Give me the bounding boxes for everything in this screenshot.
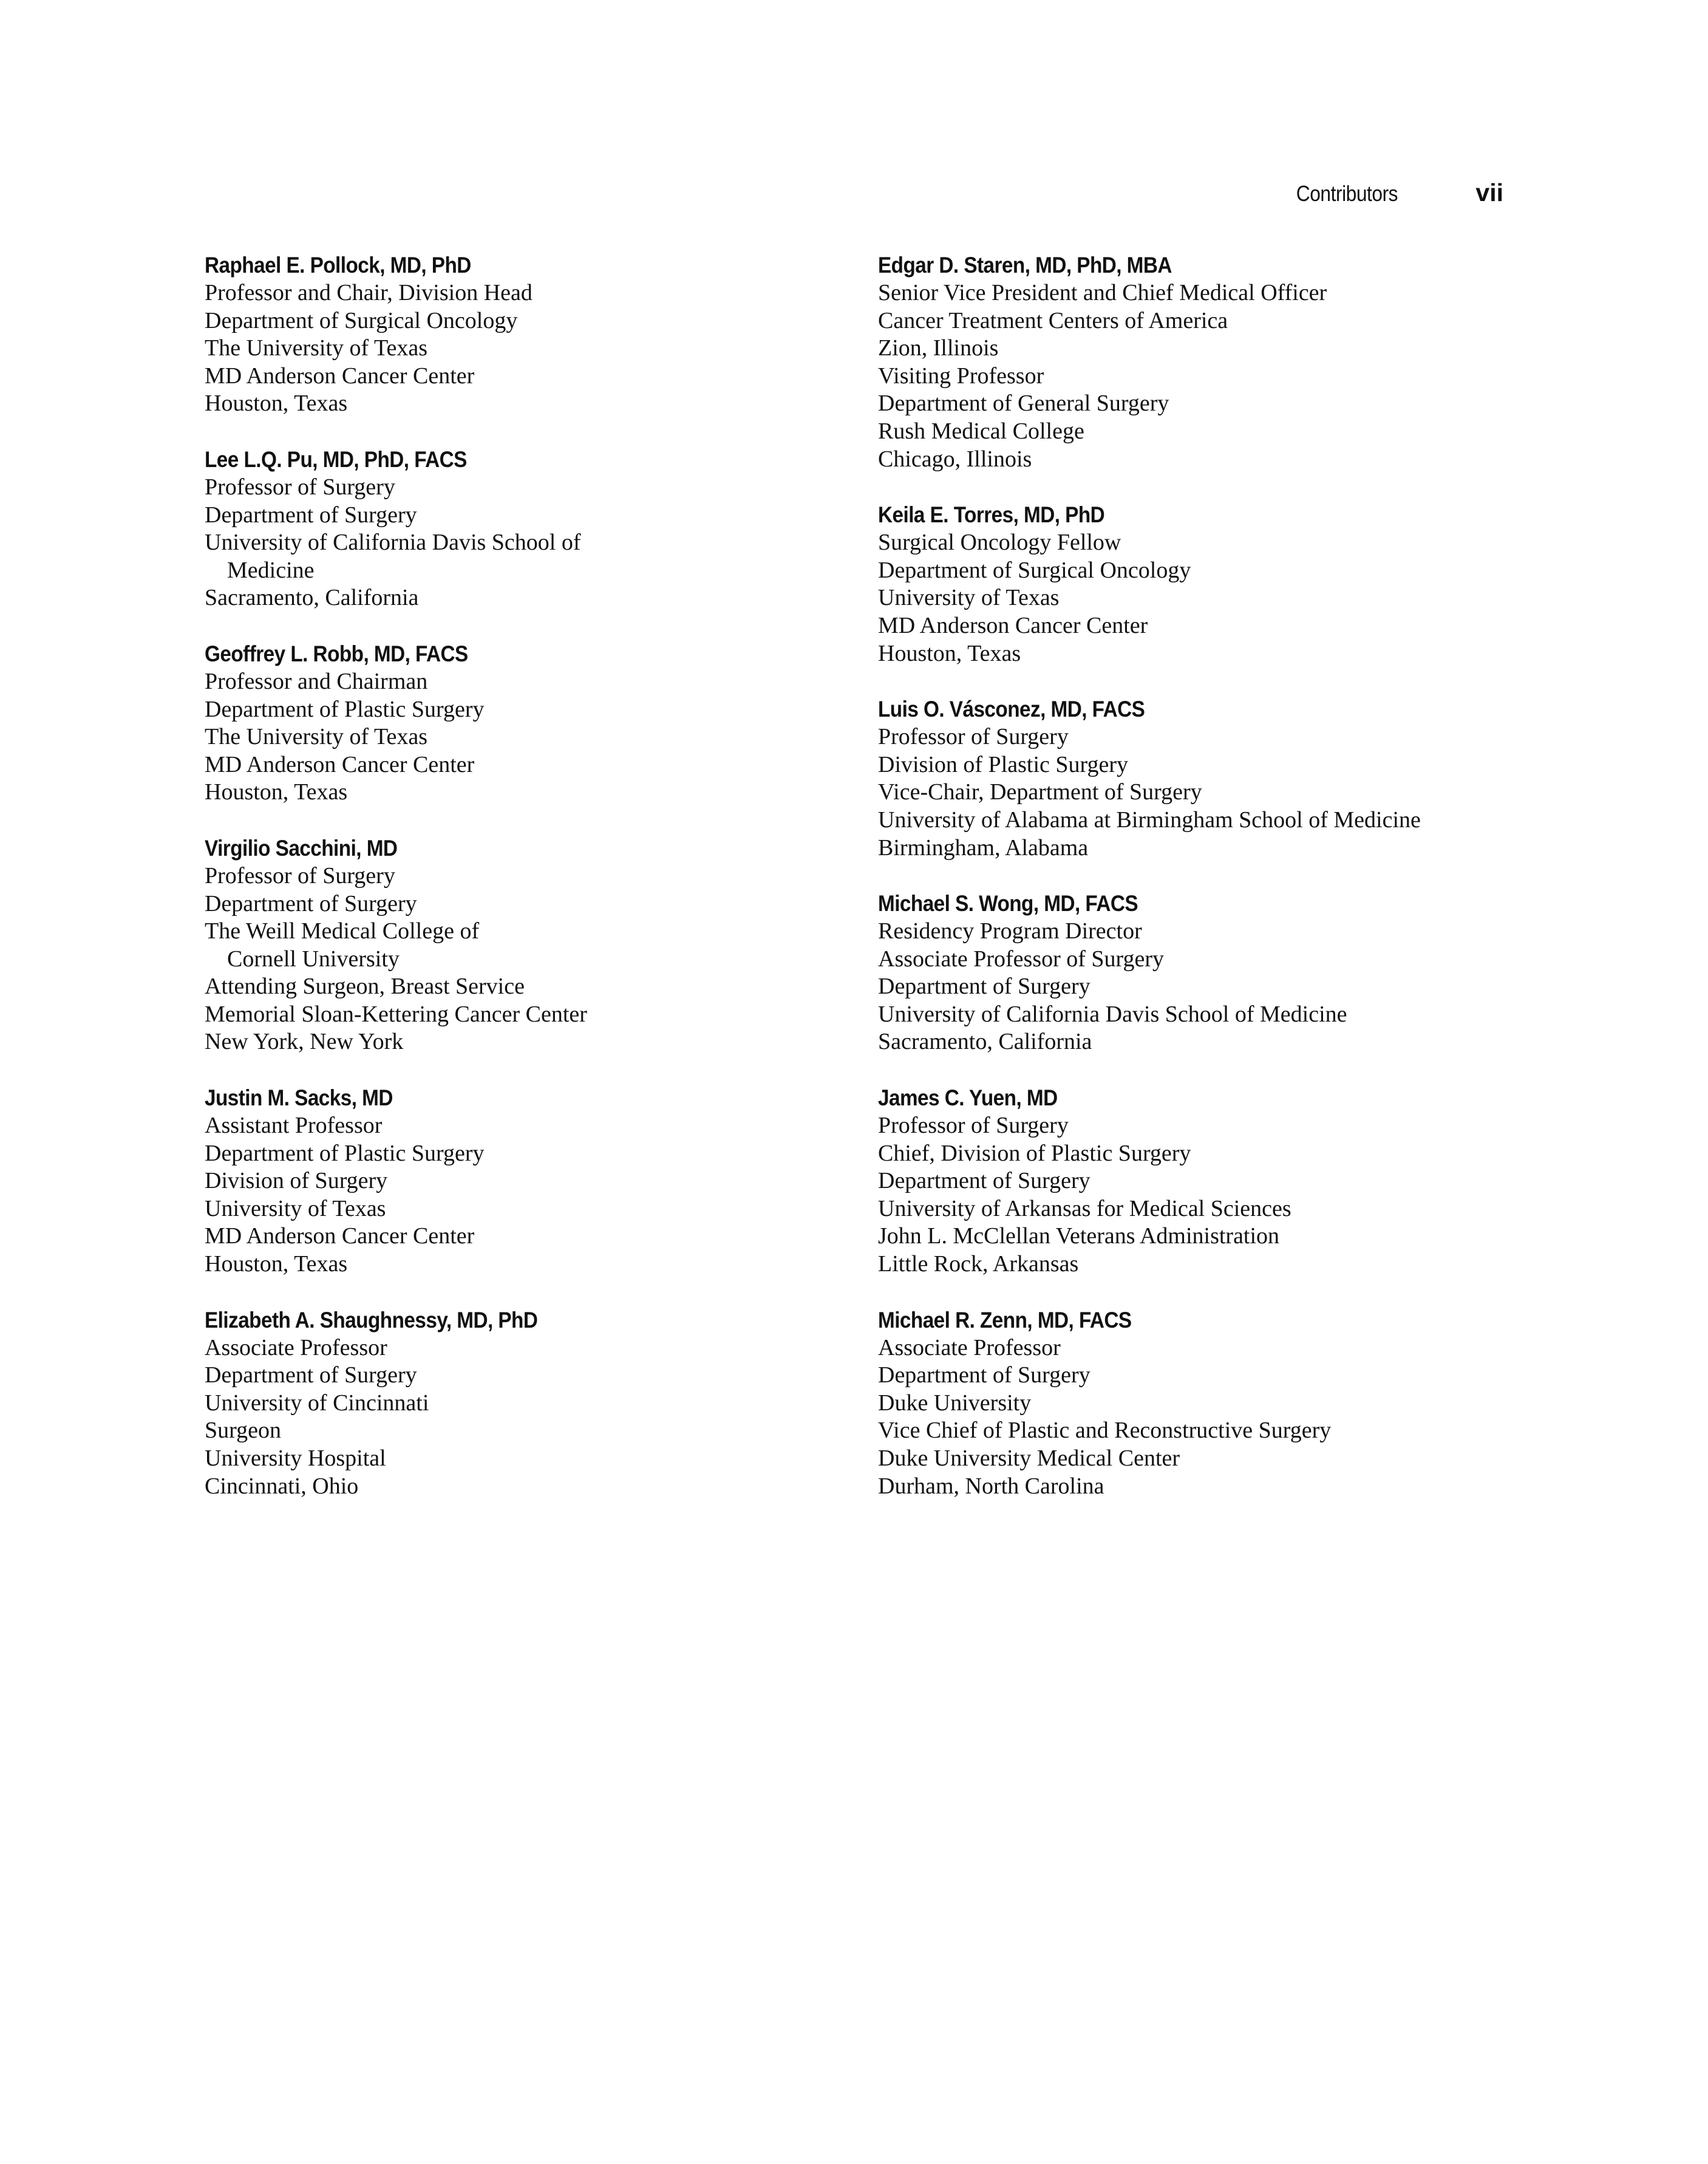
contributor-name: Edgar D. Staren, MD, PhD, MBA [878, 253, 1172, 278]
affiliation-line: Senior Vice President and Chief Medical Officer [878, 280, 1327, 305]
affiliation-line: Rush Medical College [878, 418, 1084, 444]
affiliation-line: Division of Plastic Surgery [878, 751, 1129, 777]
contributor-name: Elizabeth A. Shaughnessy, MD, PhD [205, 1307, 538, 1333]
affiliation-line: New York, New York [205, 1029, 404, 1055]
affiliation-line: University of Texas [878, 585, 1060, 611]
contributor-name: James C. Yuen, MD [878, 1085, 1058, 1111]
affiliation-line: University of Texas [205, 1195, 386, 1221]
contributor-name: Raphael E. Pollock, MD, PhD [205, 253, 471, 278]
contributor-entry [878, 1306, 1522, 1501]
contributor-entry [205, 640, 848, 807]
affiliation-line: Associate Professor [205, 1334, 387, 1360]
affiliation-line: Department of Surgical Oncology [878, 557, 1191, 583]
affiliation-line: Department of Surgery [878, 1362, 1090, 1388]
affiliation-line: Department of Surgery [878, 1168, 1090, 1194]
section-title: Contributors [1296, 181, 1398, 206]
affiliation-line: Duke University Medical Center [878, 1446, 1180, 1471]
affiliation-line: MD Anderson Cancer Center [205, 363, 475, 389]
contributor-name: Michael R. Zenn, MD, FACS [878, 1307, 1132, 1333]
affiliation-line: MD Anderson Cancer Center [205, 751, 475, 777]
contributor-name: Virgilio Sacchini, MD [205, 835, 398, 861]
contributor-entry [878, 1084, 1522, 1278]
contributor-entry [205, 1084, 848, 1278]
affiliation-line: University of Cincinnati [205, 1390, 429, 1416]
affiliation-line: Department of General Surgery [878, 391, 1169, 417]
running-header [1282, 179, 1503, 207]
affiliation-line: Cancer Treatment Centers of America [878, 307, 1228, 333]
affiliation-line: Memorial Sloan-Kettering Cancer Center [205, 1001, 587, 1027]
affiliation-line: Houston, Texas [205, 391, 348, 417]
affiliation-line: Department of Plastic Surgery [205, 1140, 485, 1166]
affiliation-line: Department of Surgery [205, 890, 417, 916]
affiliation-line: Surgical Oncology Fellow [878, 530, 1121, 556]
contributor-entry [878, 695, 1522, 862]
affiliation-line: MD Anderson Cancer Center [205, 1223, 475, 1249]
affiliation-line: Houston, Texas [878, 640, 1021, 666]
contributor-entry [878, 890, 1522, 1056]
affiliation-line: Division of Surgery [205, 1168, 388, 1194]
affiliation-line: Professor and Chairman [205, 668, 428, 694]
contributors-right-column [878, 251, 1522, 1528]
affiliation-line: Houston, Texas [205, 779, 348, 805]
affiliation-line: Department of Surgery [878, 974, 1090, 1000]
affiliation-line: Visiting Professor [878, 363, 1044, 389]
contributor-entry [205, 1306, 848, 1501]
page-number: vii [1475, 179, 1503, 207]
affiliation-line: Vice Chief of Plastic and Reconstructive Surgery [878, 1418, 1332, 1444]
affiliation-line: Cornell University [227, 946, 400, 972]
contributor-name: Keila E. Torres, MD, PhD [878, 502, 1105, 528]
affiliation-line: Department of Surgical Oncology [205, 307, 518, 333]
affiliation-line: University Hospital [205, 1446, 386, 1471]
affiliation-line: Associate Professor [878, 1334, 1061, 1360]
affiliation-line: Residency Program Director [878, 918, 1142, 944]
affiliation-line: Surgeon [205, 1418, 281, 1444]
affiliation-line: Associate Professor of Surgery [878, 946, 1165, 972]
contributor-entry [205, 446, 848, 612]
contributor-name: Luis O. Vásconez, MD, FACS [878, 697, 1145, 722]
affiliation-line: MD Anderson Cancer Center [878, 612, 1148, 638]
affiliation-line: Birmingham, Alabama [878, 835, 1089, 861]
affiliation-line: Professor and Chair, Division Head [205, 280, 532, 305]
affiliation-line: University of Alabama at Birmingham School of Medicine [878, 807, 1421, 833]
affiliation-line: Professor of Surgery [205, 862, 395, 889]
contributor-name: Justin M. Sacks, MD [205, 1085, 393, 1111]
affiliation-line: John L. McClellan Veterans Administration [878, 1223, 1280, 1249]
affiliation-line: Professor of Surgery [878, 724, 1069, 750]
affiliation-line: Little Rock, Arkansas [878, 1251, 1079, 1277]
affiliation-line: Duke University [878, 1390, 1032, 1416]
affiliation-line: Assistant Professor [205, 1113, 383, 1139]
affiliation-line: Sacramento, California [205, 585, 419, 611]
affiliation-line: Attending Surgeon, Breast Service [205, 974, 525, 1000]
affiliation-line: Zion, Illinois [878, 335, 999, 361]
affiliation-line: University of Arkansas for Medical Sciences [878, 1195, 1291, 1221]
affiliation-line: Houston, Texas [205, 1251, 348, 1277]
affiliation-line: The University of Texas [205, 724, 428, 750]
affiliation-line: Professor of Surgery [878, 1113, 1069, 1139]
affiliation-line: Department of Surgery [205, 1362, 417, 1388]
affiliation-line: Cincinnati, Ohio [205, 1473, 359, 1499]
affiliation-line: The University of Texas [205, 335, 428, 361]
contributor-entry [878, 251, 1522, 473]
contributor-entry [878, 501, 1522, 667]
contributor-name: Michael S. Wong, MD, FACS [878, 891, 1138, 916]
affiliation-line: Department of Plastic Surgery [205, 696, 485, 722]
affiliation-line: Sacramento, California [878, 1029, 1092, 1055]
affiliation-line: Department of Surgery [205, 502, 417, 528]
contributors-left-column [205, 251, 848, 1528]
affiliation-line: University of California Davis School of Medicine [878, 1001, 1347, 1027]
contributor-name: Lee L.Q. Pu, MD, PhD, FACS [205, 446, 467, 472]
affiliation-line: Chicago, Illinois [878, 446, 1032, 472]
affiliation-line: Durham, North Carolina [878, 1473, 1104, 1499]
affiliation-line: Medicine [227, 557, 315, 583]
contributor-entry [205, 251, 848, 418]
affiliation-line: University of California Davis School of [205, 530, 581, 556]
contributor-entry [205, 835, 848, 1056]
affiliation-line: Chief, Division of Plastic Surgery [878, 1140, 1191, 1166]
affiliation-line: The Weill Medical College of [205, 918, 480, 944]
affiliation-line: Vice-Chair, Department of Surgery [878, 779, 1202, 805]
affiliation-line: Professor of Surgery [205, 474, 395, 500]
contributor-name: Geoffrey L. Robb, MD, FACS [205, 641, 468, 666]
